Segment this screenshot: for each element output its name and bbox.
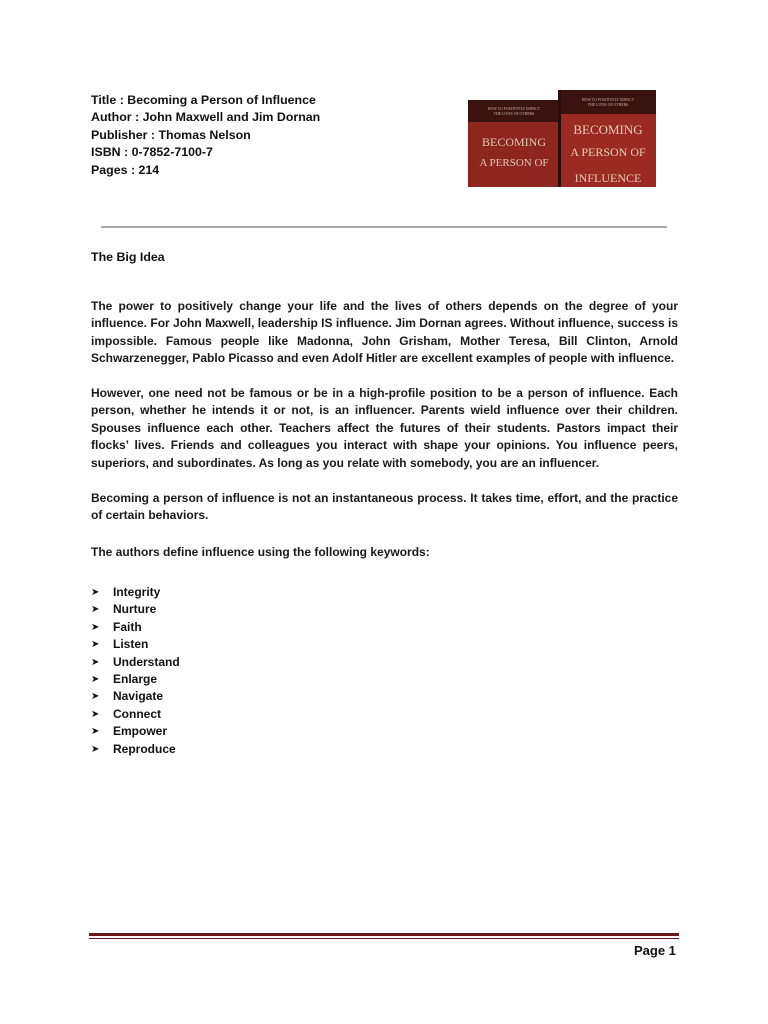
list-item: ➤ Connect [91,706,180,723]
footer-divider [89,933,679,939]
arrow-right-bullet-icon: ➤ [91,604,100,616]
arrow-right-bullet-icon: ➤ [91,587,100,598]
book-cover-image [468,90,656,187]
svg-text:HOW TO POSITIVELY IMPACT: HOW TO POSITIVELY IMPACT [581,98,635,102]
list-item: ➤ Integrity [91,584,180,601]
arrow-right-bullet-icon: ➤ [91,656,100,668]
arrow-right-bullet-icon: ➤ [91,621,100,633]
book-pages: Pages : 214 [91,162,160,177]
arrow-right-bullet-icon: ➤ [91,708,100,720]
arrow-right-bullet-icon: ➤ [91,726,100,738]
list-item: ➤ Reproduce [91,741,180,758]
keyword-list [91,584,180,758]
arrow-right-bullet-icon: ➤ [91,674,100,686]
svg-text:BECOMING: BECOMING [481,135,547,149]
paragraph: However, one need not be famous or be in a high-profile position to be a person of influence. Each person, whether he intends it or not, is an influencer. Parents wield influence over their children. Spouses influence each other. Teachers affect the futures of their students. Pastors impact their flocks’ lives. Friends and colleagues you interact with shape your opinions. You influence peers, superiors, and subordinates. As long as you relate with somebody, you are an influencer. [91,386,678,470]
section-heading: The Big Idea [91,250,165,264]
svg-text:A PERSON OF: A PERSON OF [570,145,646,159]
paragraph: The authors define influence using the following keywords: [91,545,430,559]
svg-text:THE LIVES OF OTHERS: THE LIVES OF OTHERS [493,112,535,116]
paragraph: The power to positively change your life and the lives of others depends on the degree of your influence. For John Maxwell, leadership IS influence. Jim Dornan agrees. Without influence, success is impossible. Famous people like Madonna, John Grisham, Mother Teresa, Bill Clinton, Arnold Schwarzenegger, Pablo Picasso and even Adolf Hitler are excellent examples of people with influence. [91,299,678,366]
svg-text:THE LIVES OF OTHERS: THE LIVES OF OTHERS [587,103,629,107]
book-publisher: Publisher : Thomas Nelson [91,127,251,142]
svg-text:INFLUENCE: INFLUENCE [574,171,642,185]
list-item: ➤ Enlarge [91,671,180,688]
book-title: Title : Becoming a Person of Influence [91,93,316,107]
book-isbn: ISBN : 0-7852-7100-7 [91,145,213,160]
header-divider [101,226,667,228]
arrow-right-bullet-icon: ➤ [91,639,100,651]
list-item: ➤ Empower [91,723,180,740]
svg-text:HOW TO POSITIVELY IMPACT: HOW TO POSITIVELY IMPACT [487,107,541,111]
svg-text:BECOMING: BECOMING [573,122,643,137]
book-author: Author : John Maxwell and Jim Dornan [91,110,321,125]
book-metadata [91,92,320,179]
svg-text:A PERSON OF: A PERSON OF [479,157,549,169]
list-item: ➤ Navigate [91,688,180,705]
page-number: Page 1 [634,943,676,958]
arrow-right-bullet-icon: ➤ [91,691,100,703]
list-item: ➤ Faith [91,619,180,636]
paragraph: Becoming a person of influence is not an instantaneous process. It takes time, effort, and the practice of certain behaviors. [91,491,678,523]
list-item: ➤ Understand [91,654,180,671]
list-item: ➤ Nurture [91,601,180,618]
list-item: ➤ Listen [91,636,180,653]
arrow-right-bullet-icon: ➤ [91,743,100,755]
